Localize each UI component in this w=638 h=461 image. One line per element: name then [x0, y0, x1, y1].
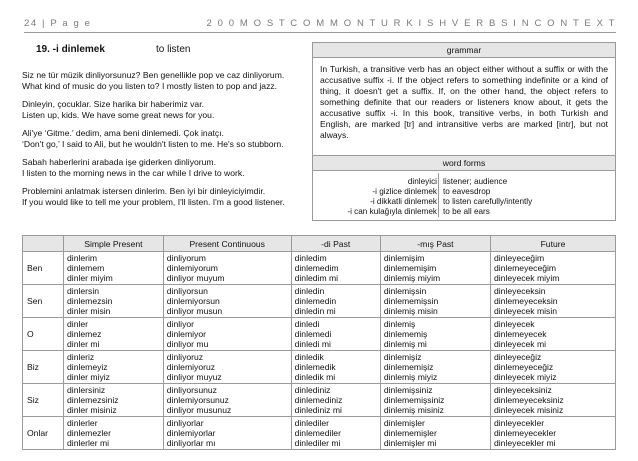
example-sentences [22, 70, 307, 215]
conjugation-cell [163, 384, 291, 417]
example-4 [22, 157, 307, 179]
verb-form: dinlemiyorum [166, 263, 218, 273]
verb-form: dinlemediler [294, 428, 341, 438]
grammar-heading: grammar [313, 43, 615, 58]
verb-form: dinlemiş miyiz [383, 372, 438, 382]
conjugation-cell [291, 252, 380, 285]
example-tr: Sabah haberlerini arabada işe giderken dinliyorum. [22, 157, 216, 167]
verb-form: dinlediniz mi [294, 405, 342, 415]
running-header [24, 18, 616, 32]
example-en: Listen up, kids. We have some great news for you. [22, 110, 215, 120]
word-form-tr: dinleyici [407, 177, 437, 186]
verb-form: dinlememişim [383, 263, 437, 273]
verb-form: dinleyeceğim [493, 253, 545, 263]
example-1 [22, 70, 307, 92]
table-header-row [23, 236, 616, 252]
verb-form: dinlemiş [383, 319, 416, 329]
example-tr: Problemini anlatmak istersen dinlerim. Ben iyi bir dinleyiciyimdir. [22, 186, 266, 196]
verb-form: dinlediler mi [294, 438, 341, 448]
conjugation-cell [380, 252, 490, 285]
verb-meaning: to listen [156, 44, 191, 55]
verb-form: dinlemişim [383, 253, 425, 263]
verb-form: dinlemeyeceğiz [493, 362, 554, 372]
verb-form: dinleyeceğiz [493, 352, 542, 362]
word-form-en: to listen carefully/intently [443, 197, 533, 206]
verb-form: dinliyorsun [166, 286, 208, 296]
conjugation-cell [163, 417, 291, 450]
header-present-continuous: Present Continuous [163, 236, 291, 252]
conjugation-cell [291, 285, 380, 318]
conjugation-cell [490, 417, 615, 450]
conjugation-cell [380, 417, 490, 450]
header-divider [24, 32, 616, 33]
row-pronoun: Siz [23, 384, 64, 417]
verb-form: dinleyecek miyim [493, 273, 560, 283]
verb-form: dinlememişsiniz [383, 395, 445, 405]
verb-form: dinlerler mi [67, 438, 110, 448]
row-pronoun: Onlar [23, 417, 64, 450]
example-2 [22, 99, 307, 121]
conjugation-cell [64, 318, 164, 351]
verb-form: dinlediler [294, 418, 330, 428]
header-di-past: -di Past [291, 236, 380, 252]
conjugation-cell [490, 285, 615, 318]
verb-form: dinliyorlar mı [166, 438, 216, 448]
word-form-en: to be all ears [443, 207, 490, 216]
verb-form: dinler misin [67, 306, 111, 316]
verb-form: dinler [67, 319, 89, 329]
verb-form: dinlemiyorsunuz [166, 395, 229, 405]
example-5 [22, 186, 307, 208]
row-pronoun: Biz [23, 351, 64, 384]
verb-form: dinleyecekler [493, 418, 545, 428]
table-row [23, 252, 616, 285]
conjugation-cell [64, 417, 164, 450]
example-tr: Ali'ye ‘Gitme.’ dedim, ama beni dinlemedi. Çok inatçı. [22, 128, 224, 138]
verb-form: dinlemedi [294, 329, 332, 339]
verb-form: dinledin mi [294, 306, 336, 316]
verb-entry: 19. -i dinlemek [36, 44, 105, 55]
word-forms-box [312, 155, 616, 221]
verb-form: dinler mi [67, 339, 100, 349]
table-row [23, 318, 616, 351]
verb-form: dinleyecek misiniz [493, 405, 564, 415]
table-row [23, 384, 616, 417]
verb-form: dinledik mi [294, 372, 336, 382]
word-forms-heading: word forms [313, 156, 615, 171]
verb-form: dinliyor muyuz [166, 372, 222, 382]
table-row [23, 351, 616, 384]
verb-form: dinlemişiz [383, 352, 422, 362]
verb-form: dinlememişsin [383, 296, 439, 306]
conjugation-cell [64, 285, 164, 318]
conjugation-cell [64, 351, 164, 384]
example-tr: Dinleyin, çocuklar. Size harika bir haberimiz var. [22, 99, 204, 109]
verb-form: dinleriz [67, 352, 95, 362]
example-en: What kind of music do you listen to? I mostly listen to pop and jazz. [22, 81, 278, 91]
conjugation-cell [64, 384, 164, 417]
row-pronoun: O [23, 318, 64, 351]
verb-form: dinlemeyiz [67, 362, 108, 372]
verb-form: dinlemezsiniz [67, 395, 119, 405]
header-simple-present: Simple Present [64, 236, 164, 252]
word-form-tr: -i gizlice dinlemek [372, 187, 437, 196]
verb-form: dinlemiş misin [383, 306, 438, 316]
verb-form: dinliyorlar [166, 418, 204, 428]
verb-form: dinlemeyecek [493, 329, 547, 339]
verb-form: dinleyeceksiniz [493, 385, 552, 395]
verb-form: dinlemiyorsun [166, 296, 220, 306]
verb-form: dinlemez [67, 329, 102, 339]
verb-form: dinlemedik [294, 362, 336, 372]
word-form-tr: -i dikkatli dinlemek [370, 197, 437, 206]
verb-form: dinlemeyecekler [493, 428, 557, 438]
verb-form: dinledik [294, 352, 324, 362]
example-en: I listen to the morning news in the car while I drive to work. [22, 168, 245, 178]
verb-form: dinlememişiz [383, 362, 434, 372]
verb-form: dinlemedin [294, 296, 337, 306]
conjugation-cell [490, 384, 615, 417]
verb-form: dinlemeyeceğim [493, 263, 557, 273]
verb-form: dinliyorum [166, 253, 206, 263]
example-tr: Siz ne tür müzik dinliyorsunuz? Ben genellikle pop ve caz dinliyorum. [22, 70, 285, 80]
word-form-en: listener; audience [443, 177, 508, 186]
verb-form: dinler miyim [67, 273, 113, 283]
verb-form: dinleyecek mi [493, 339, 547, 349]
verb-form: dinlemişsin [383, 286, 427, 296]
verb-form: dinliyor mu [166, 339, 209, 349]
verb-form: dinlerim [67, 253, 98, 263]
verb-form: dinleyecek miyiz [493, 372, 557, 382]
verb-form: dinlemedim [294, 263, 339, 273]
verb-form: dinlersiniz [67, 385, 106, 395]
verb-form: dinledi mi [294, 339, 331, 349]
conjugation-cell [163, 351, 291, 384]
verb-form: dinliyor muyum [166, 273, 225, 283]
verb-form: dinlemeyeceksin [493, 296, 558, 306]
conjugation-cell [490, 351, 615, 384]
verb-form: dinlemezsin [67, 296, 113, 306]
book-title: 2 0 0 M O S T C O M M O N T U R K I S H V E R B S I N C O N T E X T [206, 18, 616, 29]
verb-form: dinleyeceksin [493, 286, 546, 296]
verb-form: dinlemişler [383, 418, 425, 428]
verb-form: dinlemiş mi [383, 339, 427, 349]
word-forms-english [443, 177, 532, 217]
verb-form: dinleyecek [493, 319, 535, 329]
conjugation-cell [380, 285, 490, 318]
grammar-box [312, 42, 616, 168]
verb-heading [36, 44, 191, 55]
example-3 [22, 128, 307, 150]
verb-form: dinleyecekler mi [493, 438, 556, 448]
grammar-text: In Turkish, a transitive verb has an object either without a suffix or with the accusative suffix -i. If the object refers to something indefinite or a kind of thing, it doesn't get a suffix. If, on the other hand, the object refers to something definite that our readers or listeners know about, it gets the accusative suffix -i. In this book, transitive verbs, in both Turkish and English, are marked [tr] and intransitive verbs are marked [intr], but not always. [320, 64, 608, 140]
verb-form: dinlediniz [294, 385, 331, 395]
verb-form: dinlemiyorlar [166, 428, 216, 438]
verb-form: dinlemişler mi [383, 438, 437, 448]
word-forms-turkish [347, 177, 437, 217]
row-pronoun: Ben [23, 252, 64, 285]
example-en: ‘Don't go,’ I said to Ali, but he wouldn't listen to me. He's so stubborn. [22, 139, 284, 149]
header-pronoun [23, 236, 64, 252]
conjugation-cell [380, 384, 490, 417]
conjugation-cell [490, 318, 615, 351]
verb-form: dinliyoruz [166, 352, 204, 362]
verb-form: dinlemiyoruz [166, 362, 216, 372]
verb-form: dinlemiş miyim [383, 273, 441, 283]
header-mis-past: -mış Past [380, 236, 490, 252]
verb-form: dinlememişler [383, 428, 437, 438]
conjugation-cell [291, 384, 380, 417]
verb-form: dinlememiş [383, 329, 428, 339]
verb-form: dinlerler [67, 418, 98, 428]
word-form-en: to eavesdrop [443, 187, 491, 196]
verb-form: dinlemediniz [294, 395, 343, 405]
verb-form: dinlemiş misiniz [383, 405, 444, 415]
word-form-tr: -i can kulağıyla dinlemek [347, 207, 437, 216]
verb-form: dinleyecek misin [493, 306, 558, 316]
conjugation-cell [163, 285, 291, 318]
conjugation-cell [291, 318, 380, 351]
verb-form: dinlemeyeceksiniz [493, 395, 564, 405]
verb-form: dinler miyiz [67, 372, 110, 382]
verb-form: dinlemişsiniz [383, 385, 433, 395]
conjugation-cell [291, 417, 380, 450]
verb-form: dinlemem [67, 263, 105, 273]
page-number: 24 | P a g e [24, 18, 92, 29]
conjugation-table [22, 235, 616, 450]
conjugation-cell [380, 318, 490, 351]
conjugation-cell [64, 252, 164, 285]
conjugation-cell [490, 252, 615, 285]
table-row [23, 285, 616, 318]
header-future: Future [490, 236, 615, 252]
conjugation-cell [291, 351, 380, 384]
word-forms-divider [438, 173, 439, 217]
verb-form: dinledim mi [294, 273, 339, 283]
verb-form: dinledin [294, 286, 325, 296]
conjugation-body [23, 252, 616, 450]
row-pronoun: Sen [23, 285, 64, 318]
conjugation-cell [380, 351, 490, 384]
verb-form: dinliyor musun [166, 306, 223, 316]
verb-form: dinledi [294, 319, 320, 329]
verb-form: dinlersin [67, 286, 100, 296]
table-row [23, 417, 616, 450]
verb-form: dinliyor musunuz [166, 405, 232, 415]
verb-form: dinliyorsunuz [166, 385, 217, 395]
example-en: If you would like to tell me your problem, I'll listen. I'm a good listener. [22, 197, 285, 207]
verb-form: dinledim [294, 253, 327, 263]
verb-form: dinler misiniz [67, 405, 117, 415]
conjugation-cell [163, 252, 291, 285]
verb-form: dinlemezler [67, 428, 111, 438]
conjugation-cell [163, 318, 291, 351]
verb-form: dinlemiyor [166, 329, 206, 339]
verb-form: dinliyor [166, 319, 195, 329]
